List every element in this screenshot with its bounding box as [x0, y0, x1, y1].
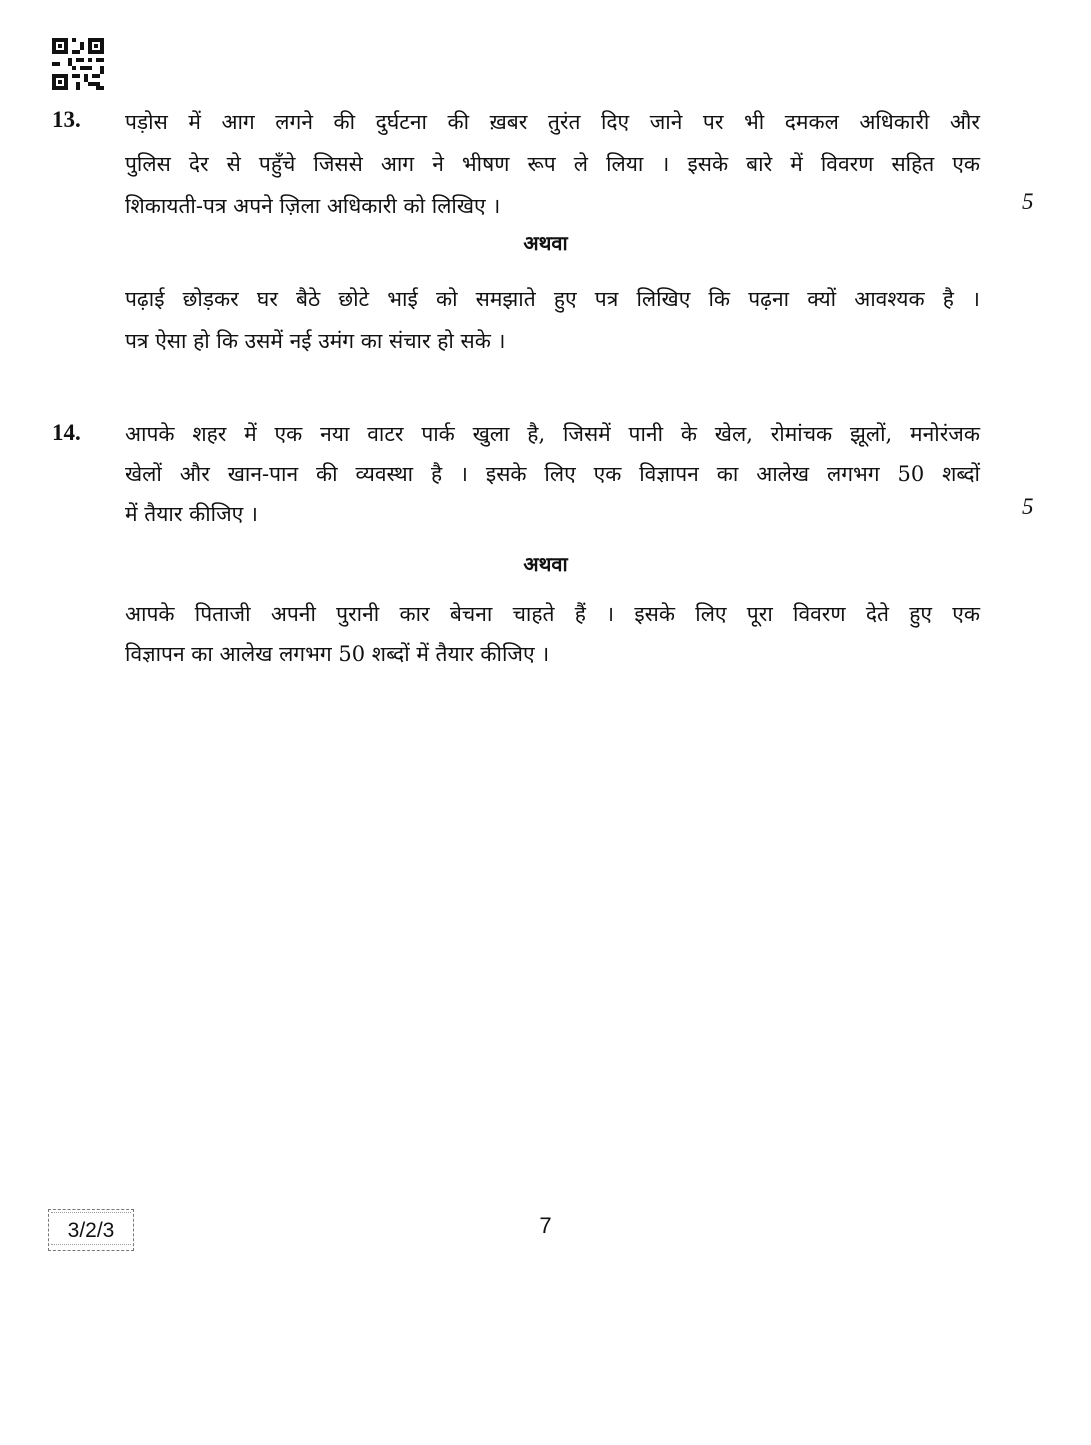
alternative-text — [125, 594, 980, 674]
marks: 5 — [1022, 494, 1034, 519]
qr-code — [52, 38, 104, 90]
alternative-line: पढ़ाई छोड़कर घर बैठे छोटे भाई को समझाते हुए पत्र लिखिए कि पढ़ना क्यों आवश्यक है । — [125, 287, 980, 311]
paper-code: 3/2/3 — [67, 1219, 115, 1242]
question-line: में तैयार कीजिए । — [125, 502, 258, 526]
micro-print-bottom — [51, 1244, 131, 1249]
question-line: खेलों और खान-पान की व्यवस्था है । इसके लिए एक विज्ञापन का आलेख लगभग 50 शब्दों — [125, 462, 980, 486]
question-line: आपके शहर में एक नया वाटर पार्क खुला है, जिसमें पानी के खेल, रोमांचक झूलों, मनोरंजक — [125, 422, 980, 446]
question-line: शिकायती-पत्र अपने ज़िला अधिकारी को लिखिए । — [125, 194, 501, 218]
alternative-line: विज्ञापन का आलेख लगभग 50 शब्दों में तैयार कीजिए । — [125, 642, 550, 666]
alternative-text — [125, 278, 980, 362]
alternative-line: आपके पिताजी अपनी पुरानी कार बेचना चाहते हैं । इसके लिए पूरा विवरण देते हुए एक — [125, 602, 980, 626]
alternative-line: पत्र ऐसा हो कि उसमें नई उमंग का संचार हो सके । — [125, 329, 506, 353]
page-number: 7 — [539, 1213, 552, 1238]
question-text — [125, 414, 980, 534]
question-number: 13. — [52, 107, 81, 132]
marks: 5 — [1022, 189, 1034, 214]
question-line: पुलिस देर से पहुँचे जिससे आग ने भीषण रूप ले लिया । इसके बारे में विवरण सहित एक — [125, 152, 980, 176]
or-label: अथवा — [523, 231, 568, 255]
question-text — [125, 101, 980, 227]
question-line: पड़ोस में आग लगने की दुर्घटना की ख़बर तुरंत दिए जाने पर भी दमकल अधिकारी और — [125, 110, 980, 134]
or-label: अथवा — [523, 552, 568, 576]
question-number: 14. — [52, 420, 81, 445]
